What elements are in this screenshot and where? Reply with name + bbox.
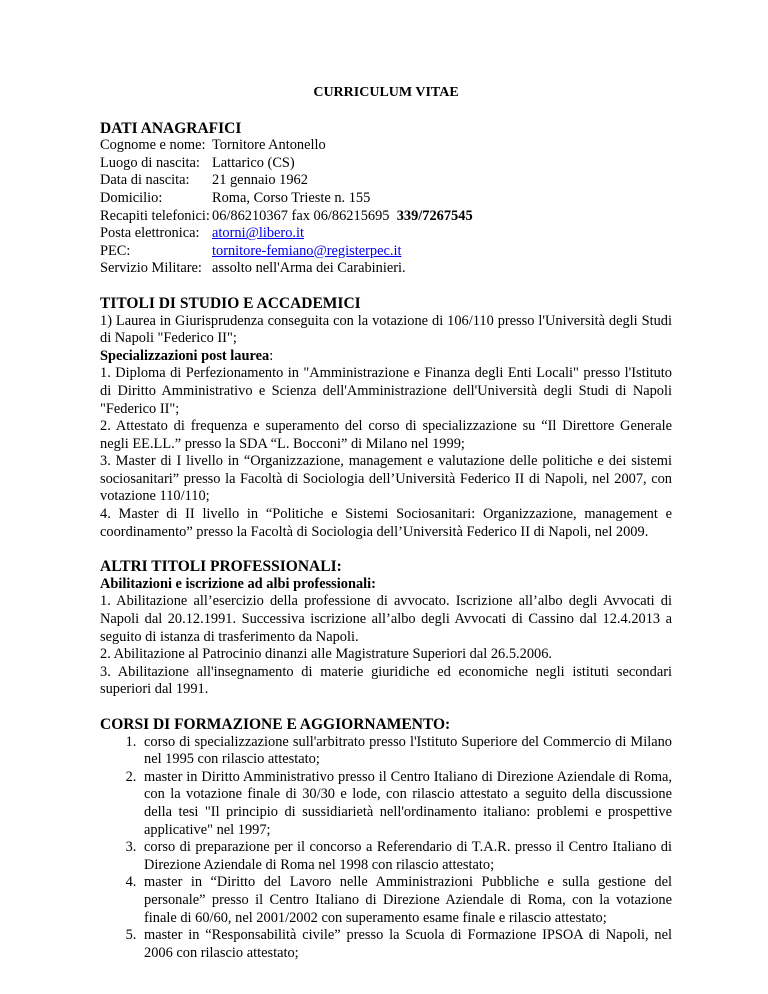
label-domicilio: Domicilio: (100, 189, 163, 206)
heading-dati-anagrafici: DATI ANAGRAFICI (100, 119, 242, 137)
corsi-list (100, 734, 672, 963)
abilitazione-item-2: 2. Abilitazione al Patrocinio dinanzi alle Magistrature Superiori dal 26.5.2006. (100, 646, 552, 663)
laurea-paragraph: 1) Laurea in Giurisprudenza conseguita con la votazione di 106/110 presso l'Università degli Studi di Napoli "Federico II"; (100, 312, 672, 347)
list-item: 1. corso di specializzazione sull'arbitrato presso l'Istituto Superiore del Commercio di Milano nel 1995 con rilascio attestato; (140, 734, 672, 769)
email-link[interactable]: atorni@libero.it (212, 225, 304, 242)
spec-colon: : (269, 347, 274, 364)
heading-titoli-professionali: ALTRI TITOLI PROFESSIONALI: (100, 558, 342, 576)
value-luogo-nascita: Lattarico (CS) (212, 154, 295, 171)
row-domicilio (100, 190, 473, 208)
heading-titoli-studio: TITOLI DI STUDIO E ACCADEMICI (100, 294, 361, 312)
value-servizio-militare: assolto nell'Arma dei Carabinieri. (212, 260, 406, 277)
spec-item-4: 4. Master di II livello in “Politiche e Sistemi Sociosanitari: Organizzazione, management e coordinamento” presso la Facoltà di Sociologia dell’Università Federico II di Napoli, nel 2009. (100, 506, 672, 540)
row-luogo-nascita (100, 155, 473, 173)
subheading-abilitazioni: Abilitazioni e iscrizione ad albi professionali: (100, 575, 376, 592)
pec-link[interactable]: tornitore-femiano@registerpec.it (212, 242, 402, 259)
document-title: CURRICULUM VITAE (313, 85, 459, 100)
spec-item-1: 1. Diploma di Perfezionamento in "Amministrazione e Finanza degli Enti Locali" presso l'Istituto di Diritto Amministrativo e Scienza dell'Amministrazione dell'Università degli Studi di Napoli "Federico II"; (100, 365, 672, 417)
row-cognome-nome (100, 137, 473, 155)
row-data-nascita (100, 172, 473, 190)
anagrafici-table (100, 137, 473, 278)
label-luogo-nascita: Luogo di nascita: (100, 154, 200, 171)
row-posta-elettronica (100, 225, 473, 243)
row-recapiti (100, 208, 473, 226)
spec-label: Specializzazioni post laurea (100, 347, 270, 364)
value-domicilio: Roma, Corso Trieste n. 155 (212, 189, 371, 206)
label-posta-elettronica: Posta elettronica: (100, 225, 200, 242)
row-pec (100, 243, 473, 261)
list-item: 5. master in “Responsabilità civile” presso la Scuola di Formazione IPSOA di Napoli, nel 2006 con rilascio attestato; (140, 927, 672, 962)
label-data-nascita: Data di nascita: (100, 172, 190, 189)
abilitazione-item-1: 1. Abilitazione all’esercizio della professione di avvocato. Iscrizione all’albo degli Avvocati di Napoli dal 20.12.1991. Successiva iscrizione all’albo degli Avvocati di Cassino dal 12.4.2013 a seguito di istanza di trasferimento da Napoli. (100, 593, 672, 645)
document-page (100, 0, 672, 962)
list-item: 4. master in “Diritto del Lavoro nelle Amministrazioni Pubbliche e sulla gestione del personale” presso il Centro Italiano di Direzione Aziendale di Roma, con la votazione finale di 60/60, nel 2001/2002 con superamento esame finale e rilascio attestato; (140, 874, 672, 927)
label-recapiti: Recapiti telefonici: (100, 207, 210, 224)
row-servizio-militare (100, 260, 473, 278)
label-cognome-nome: Cognome e nome: (100, 137, 206, 154)
value-data-nascita: 21 gennaio 1962 (212, 172, 308, 189)
phone-numbers: 06/86210367 fax 06/86215695 (212, 207, 390, 224)
list-item: 3. corso di preparazione per il concorso a Referendario di T.A.R. presso il Centro Italiano di Direzione Aziendale di Roma nel 1998 con rilascio attestato; (140, 839, 672, 874)
label-pec: PEC: (100, 242, 131, 259)
spec-item-3: 3. Master di I livello in “Organizzazione, management e valutazione delle politiche e dei sistemi sociosanitari” presso la Facoltà di Sociologia dell’Università Federico II di Napoli, nel 2007, con votazione 110/110; (100, 453, 672, 505)
spec-label-line (100, 348, 672, 366)
abilitazione-item-3: 3. Abilitazione all'insegnamento di materie giuridiche ed economiche negli istituti secondari superiori dal 1991. (100, 663, 672, 698)
value-cognome-nome: Tornitore Antonello (212, 137, 326, 154)
mobile-number: 339/7267545 (396, 207, 473, 224)
list-item: 2. master in Diritto Amministrativo presso il Centro Italiano di Direzione Aziendale di Roma, con la votazione finale di 30/30 e lode, con rilascio attestato a seguito della discussione della tesi "Il principio di sussidiarietà nell'ordinamento italiano: problemi e prospettive applicative" nel 1997; (140, 769, 672, 839)
value-recapiti (212, 208, 473, 226)
spec-item-2: 2. Attestato di frequenza e superamento del corso di specializzazione su “Il Direttore Generale negli EE.LL.” presso la SDA “L. Bocconi” di Milano nel 1999; (100, 418, 672, 452)
label-servizio-militare: Servizio Militare: (100, 260, 202, 277)
heading-corsi-formazione: CORSI DI FORMAZIONE E AGGIORNAMENTO: (100, 716, 451, 733)
